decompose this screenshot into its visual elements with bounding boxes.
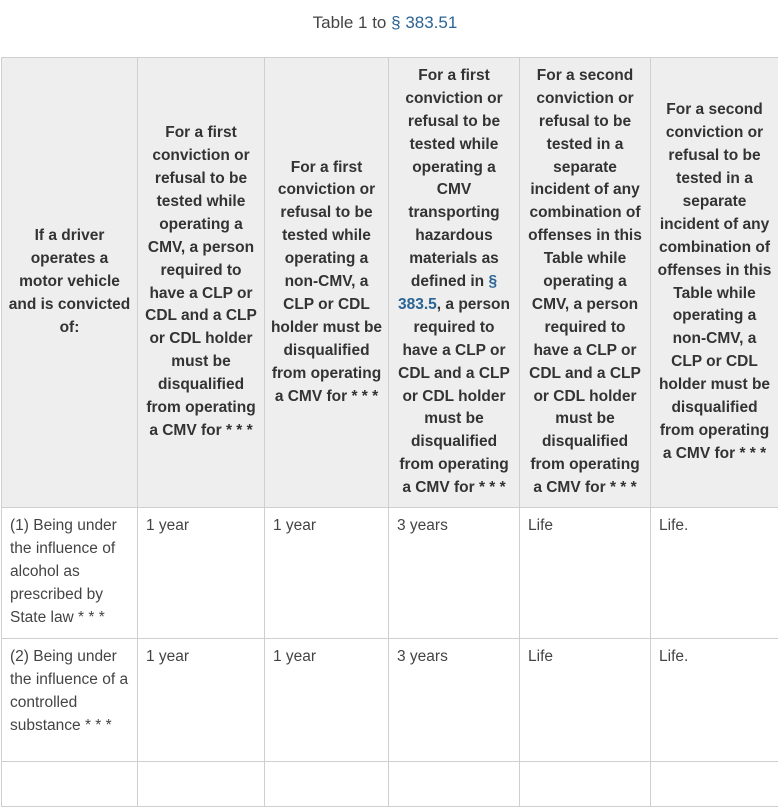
cell-first-cmv: 1 year xyxy=(138,639,265,762)
header-first-cmv: For a first conviction or refusal to be tested while operating a CMV, a person required to have a CLP or CDL and a CLP or CDL holder must be disqualified from operating a CMV for * * * xyxy=(138,58,265,508)
disqualification-table xyxy=(1,57,778,807)
header-second-non-cmv: For a second conviction or refusal to be tested in a separate incident of any combination of offenses in this Table while operating a non-CMV, a CLP or CDL holder must be disqualified from operating a CMV for * * * xyxy=(651,58,778,508)
cell-offense: (2) Being under the influence of a controlled substance * * * xyxy=(2,639,138,762)
header-hazmat-text-after: , a person required to have a CLP or CDL and a CLP or CDL holder must be disqualified from operating a CMV for * * * xyxy=(398,296,510,496)
table-caption xyxy=(0,13,770,33)
cell-first-non-cmv: 1 year xyxy=(265,639,389,762)
header-hazmat-section-link[interactable]: § 383.5 xyxy=(398,273,497,313)
header-second-cmv: For a second conviction or refusal to be tested in a separate incident of any combination of offenses in this Table while operating a CMV, a person required to have a CLP or CDL and a CLP or CDL holder must be disqualified from operating a CMV for * * * xyxy=(520,58,651,508)
caption-prefix: Table 1 to xyxy=(313,13,387,32)
cell-first-hazmat: 3 years xyxy=(389,508,520,639)
cell-second-cmv xyxy=(520,762,651,807)
cell-offense xyxy=(2,762,138,807)
cell-first-hazmat xyxy=(389,762,520,807)
table-row xyxy=(2,639,778,762)
cell-second-non-cmv: Life. xyxy=(651,639,778,762)
cell-first-hazmat: 3 years xyxy=(389,639,520,762)
header-first-non-cmv: For a first conviction or refusal to be tested while operating a non-CMV, a CLP or CDL holder must be disqualified from operating a CMV for * * * xyxy=(265,58,389,508)
table-row xyxy=(2,762,778,807)
cell-offense: (1) Being under the influence of alcohol as prescribed by State law * * * xyxy=(2,508,138,639)
cell-first-cmv: 1 year xyxy=(138,508,265,639)
cell-second-cmv: Life xyxy=(520,508,651,639)
header-first-hazmat xyxy=(389,58,520,508)
cell-second-non-cmv: Life. xyxy=(651,508,778,639)
cell-first-cmv xyxy=(138,762,265,807)
caption-section-link[interactable]: § 383.51 xyxy=(391,13,457,32)
table-row xyxy=(2,508,778,639)
table-header-row xyxy=(2,58,778,508)
cell-first-non-cmv: 1 year xyxy=(265,508,389,639)
cell-second-non-cmv xyxy=(651,762,778,807)
cell-second-cmv: Life xyxy=(520,639,651,762)
header-hazmat-text-before: For a first conviction or refusal to be tested while operating a CMV transporting hazardous materials as defined in xyxy=(405,67,502,290)
cell-first-non-cmv xyxy=(265,762,389,807)
header-offense: If a driver operates a motor vehicle and is convicted of: xyxy=(2,58,138,508)
